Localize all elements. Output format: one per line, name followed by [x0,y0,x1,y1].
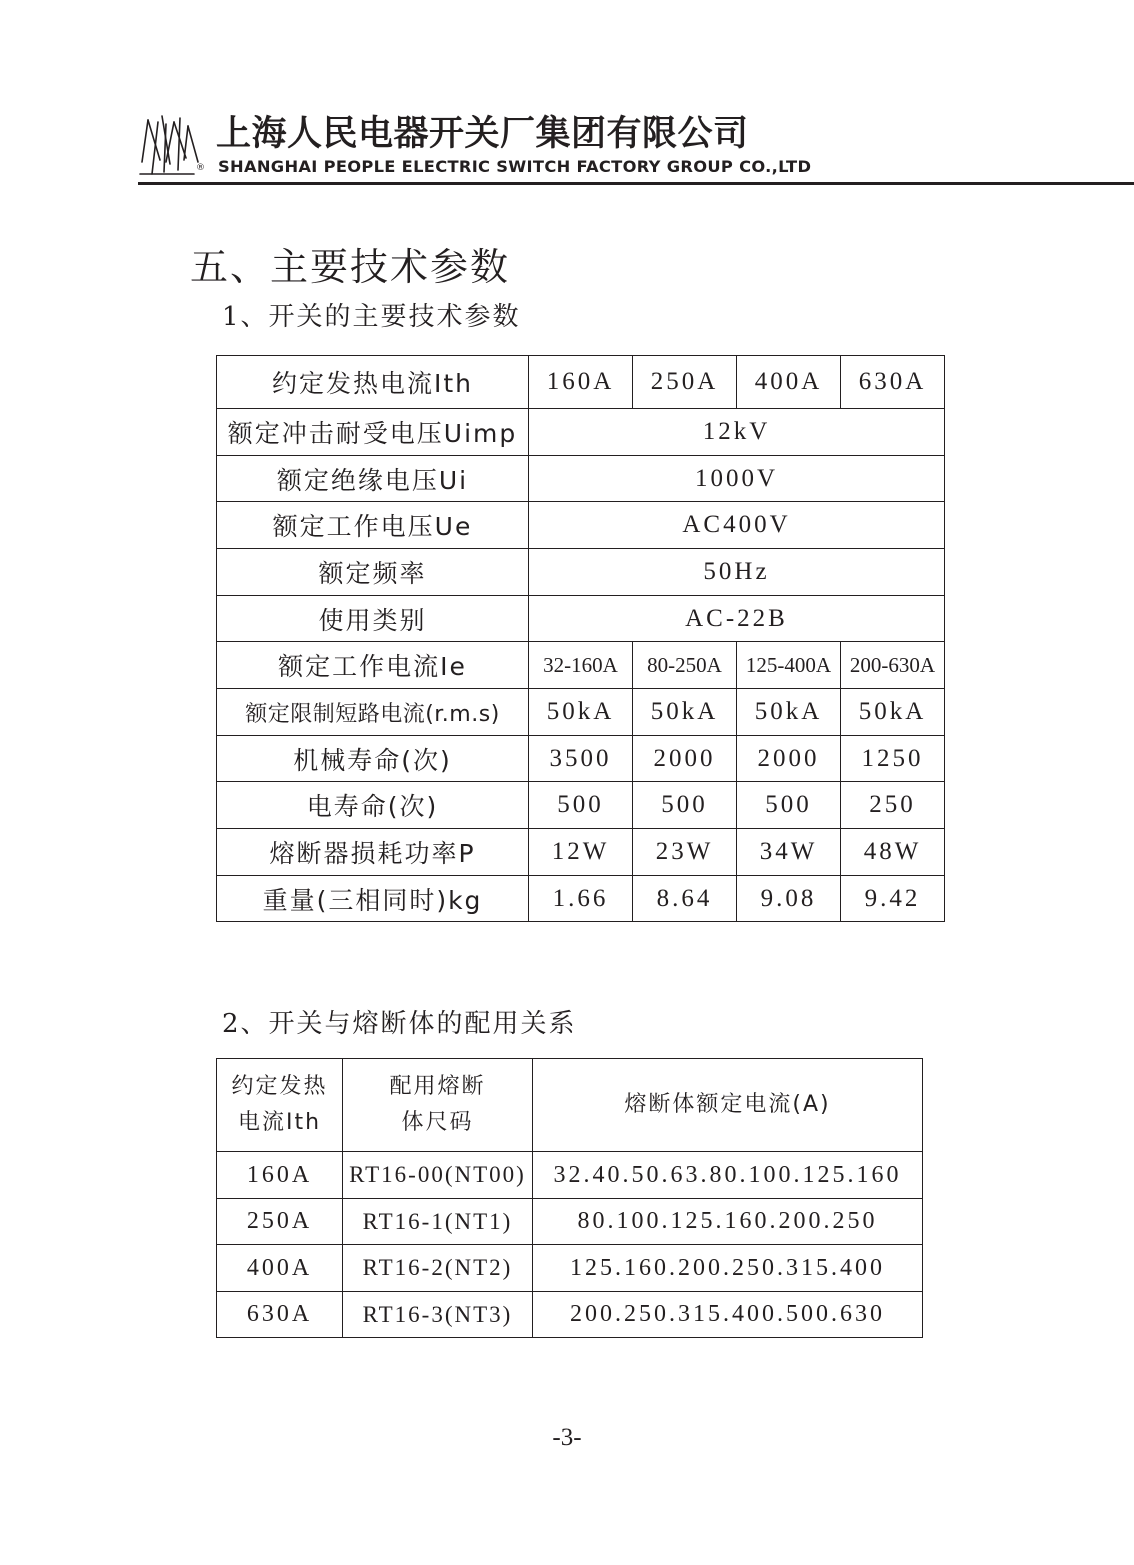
cell: 50kA [841,689,945,736]
cell: 48W [841,829,945,876]
cell: 32-160A [529,642,633,689]
cell: 50kA [737,689,841,736]
row-label: 机械寿命(次) [217,736,529,782]
table-row [217,1199,923,1245]
row-label: 使用类别 [217,596,529,642]
cell: 32.40.50.63.80.100.125.160 [533,1152,923,1199]
header-line: 配用熔断 [389,1074,486,1099]
row-label: 额定频率 [217,549,529,596]
header-line: 约定发热 [231,1074,328,1099]
table-row [217,689,945,736]
cell: 8.64 [633,876,737,922]
cell: RT16-3(NT3) [343,1292,533,1338]
fuse-header-row [217,1059,923,1152]
cell: AC-22B [529,596,945,642]
header-divider [138,182,1134,185]
column-header [343,1059,533,1152]
table-row [217,549,945,596]
cell: 1250 [841,736,945,782]
table-row [217,1152,923,1199]
cell: 12W [529,829,633,876]
cell: 50kA [633,689,737,736]
fuse-table [216,1058,923,1338]
cell: 200-630A [841,642,945,689]
row-label: 熔断器损耗功率P [217,829,529,876]
row-label: 电寿命(次) [217,782,529,829]
cell: 125.160.200.250.315.400 [533,1245,923,1292]
cell: 630A [841,356,945,409]
row-label: 额定工作电流Ie [217,642,529,689]
cell: 500 [633,782,737,829]
cell: 50kA [529,689,633,736]
table-row [217,502,945,549]
cell: 23W [633,829,737,876]
table-row [217,736,945,782]
cell: 200.250.315.400.500.630 [533,1292,923,1338]
cell: 1.66 [529,876,633,922]
cell: 160A [529,356,633,409]
cell: 2000 [633,736,737,782]
page-header [138,112,1134,188]
table-row [217,409,945,456]
cell: 125-400A [737,642,841,689]
cell: 500 [737,782,841,829]
table-row [217,642,945,689]
company-name-cn: 上海人民电器开关厂集团有限公司 [216,114,749,154]
cell: 160A [217,1152,343,1199]
cell: 250A [217,1199,343,1245]
table-row [217,1245,923,1292]
company-logo-icon [138,112,200,178]
table-row [217,1292,923,1338]
cell: 80-250A [633,642,737,689]
column-header [217,1059,343,1152]
table-row [217,596,945,642]
cell: 3500 [529,736,633,782]
cell: 80.100.125.160.200.250 [533,1199,923,1245]
row-label: 重量(三相同时)kg [217,876,529,922]
cell: RT16-00(NT00) [343,1152,533,1199]
row-label: 额定绝缘电压Ui [217,456,529,502]
specs-header-row [217,356,945,409]
cell: AC400V [529,502,945,549]
cell: 50Hz [529,549,945,596]
cell: 630A [217,1292,343,1338]
cell: 400A [737,356,841,409]
table-row [217,876,945,922]
section-title: 五、主要技术参数 [190,245,511,289]
row-label: 额定冲击耐受电压Uimp [217,409,529,456]
row-label: 额定限制短路电流(r.m.s) [217,689,529,736]
cell: RT16-2(NT2) [343,1245,533,1292]
table-row [217,782,945,829]
column-header: 熔断体额定电流(A) [533,1059,923,1152]
company-name-en: SHANGHAI PEOPLE ELECTRIC SWITCH FACTORY GROUP CO.,LTD [218,157,812,176]
header-line: 电流Ith [237,1110,322,1135]
table-row [217,456,945,502]
specs-table [216,355,945,922]
row-label: 约定发热电流Ith [217,356,529,409]
page-number: -3- [552,1424,582,1451]
table1-title: 1、开关的主要技术参数 [222,302,521,332]
registered-mark: ® [196,163,205,173]
cell: 500 [529,782,633,829]
table-row [217,829,945,876]
row-label: 额定工作电压Ue [217,502,529,549]
cell: 2000 [737,736,841,782]
cell: 9.08 [737,876,841,922]
cell: 1000V [529,456,945,502]
table2-title: 2、开关与熔断体的配用关系 [222,1009,577,1039]
cell: 34W [737,829,841,876]
header-line: 体尺码 [401,1110,474,1135]
cell: 12kV [529,409,945,456]
cell: 250A [633,356,737,409]
cell: 250 [841,782,945,829]
cell: 9.42 [841,876,945,922]
cell: 400A [217,1245,343,1292]
cell: RT16-1(NT1) [343,1199,533,1245]
